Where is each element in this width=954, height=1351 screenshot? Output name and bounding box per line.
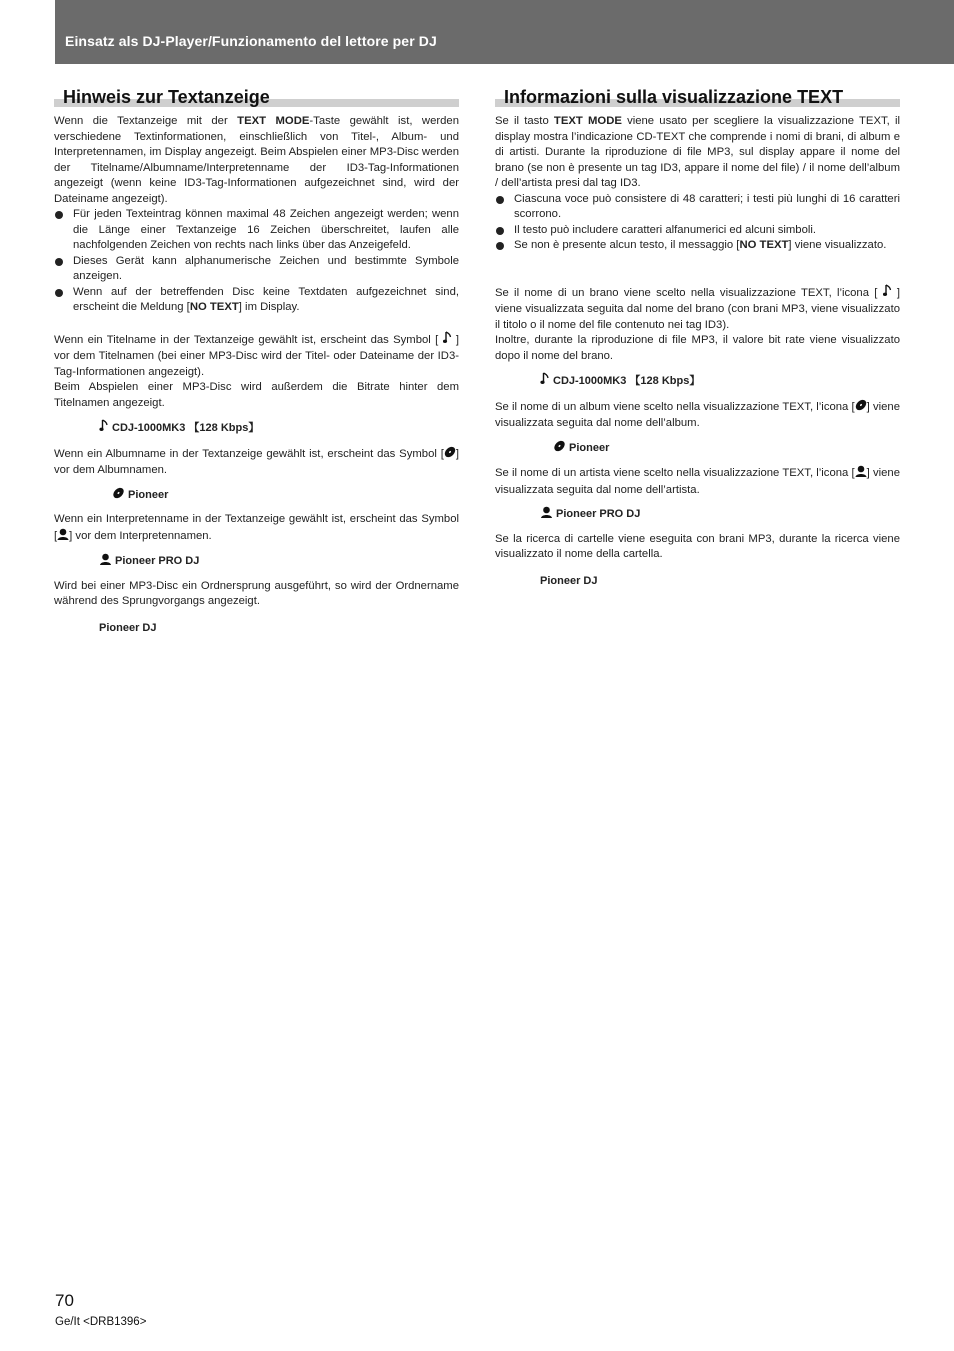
- bullet-icon: [55, 211, 63, 219]
- section-heading: [54, 86, 459, 110]
- bitrate-paragraph: Beim Abspielen einer MP3-Disc wird außerdem die Bitrate hinter dem Titelnamen angezeigt.: [54, 381, 459, 409]
- music-note-icon: [99, 419, 109, 438]
- person-icon: [99, 553, 112, 571]
- album-symbol-paragraph: Wenn ein Albumname in der Textanzeige gewählt ist, erscheint das Symbol [ ] vor dem Albumnamen.: [54, 446, 459, 479]
- bullet-icon: [55, 258, 63, 266]
- list-item: Il testo può includere caratteri alfanumerici ed alcuni simboli.: [495, 223, 900, 239]
- artist-example: Pioneer PRO DJ: [495, 506, 900, 524]
- bullet-icon: [496, 196, 504, 204]
- person-icon: [540, 506, 553, 524]
- header-bar: [55, 0, 954, 64]
- list-item: Dieses Gerät kann alphanumerische Zeichen und bestimmte Symbole anzeigen.: [54, 254, 459, 285]
- german-column: [54, 86, 459, 644]
- track-example: CDJ-1000MK3 【128 Kbps】: [54, 419, 459, 438]
- artist-symbol-paragraph: Se il nome di un artista viene scelto nella visualizzazione TEXT, l’icona [ ] viene visualizzata seguita dal nome dell’artista.: [495, 467, 900, 496]
- list-item: Wenn auf der betreffenden Disc keine Textdaten aufgezeichnet sind, erscheint die Meldung [NO TEXT] im Display.: [54, 285, 459, 316]
- bullet-list: [54, 207, 459, 316]
- section-title: Hinweis zur Textanzeige: [63, 87, 270, 107]
- disc-icon: [855, 399, 867, 417]
- artist-example: Pioneer PRO DJ: [54, 553, 459, 571]
- bullet-icon: [496, 242, 504, 250]
- page-number: 70: [55, 1291, 74, 1310]
- bullet-list: [495, 192, 900, 254]
- folder-paragraph: Se la ricerca di cartelle viene eseguita con brani MP3, durante la ricerca viene visualizzato il nome della cartella.: [495, 532, 900, 560]
- intro-paragraph: Se il tasto TEXT MODE viene usato per scegliere la visualizzazione TEXT, il display mostra l’indicazione CD-TEXT che comprende i nomi di brani, di album e di artisti. Durante la riproduzione di file MP3, sul display appare il nome del brano (se non è presente un tag ID3, appare il nome del file) / il nome dell’album / dell’artista presi dal tag ID3.: [495, 115, 900, 189]
- list-item: Se non è presente alcun testo, il messaggio [NO TEXT] viene visualizzato.: [495, 238, 900, 254]
- track-symbol-paragraph: Wenn ein Titelname in der Textanzeige gewählt ist, erscheint das Symbol [ ] vor dem Titelnamen (bei einer MP3-Disc wird der Titel- oder Dateiname der ID3-Tag-Informationen angezeigt).: [54, 331, 459, 381]
- disc-icon: [444, 446, 456, 464]
- list-item: Ciascuna voce può consistere di 48 caratteri; i testi più lunghi di 16 caratteri scorrono.: [495, 192, 900, 223]
- album-example: Pioneer: [54, 487, 459, 505]
- person-icon: [855, 465, 867, 483]
- track-example: CDJ-1000MK3 【128 Kbps】: [495, 372, 900, 391]
- music-note-icon: [883, 284, 892, 303]
- document-code: Ge/It <DRB1396>: [55, 1316, 147, 1328]
- section-title: Informazioni sulla visualizzazione TEXT: [504, 87, 844, 107]
- bullet-icon: [496, 227, 504, 235]
- album-example: Pioneer: [495, 440, 900, 458]
- disc-icon: [553, 440, 566, 458]
- header-title: Einsatz als DJ-Player/Funzionamento del lettore per DJ: [65, 33, 437, 49]
- section-heading: [495, 86, 900, 110]
- folder-example: Pioneer DJ: [99, 621, 157, 634]
- italian-column: [495, 86, 900, 597]
- disc-icon: [112, 487, 125, 505]
- folder-paragraph: Wird bei einer MP3-Disc ein Ordnersprung ausgeführt, so wird der Ordnername während des Sprungvorgangs angezeigt.: [54, 579, 459, 607]
- person-icon: [57, 528, 69, 546]
- intro-paragraph: Wenn die Textanzeige mit der TEXT MODE-Taste gewählt ist, werden verschiedene Textinformationen, einschließlich von Titel-, Album- und Interpretennamen, im Display angezeigt. Beim Abspielen einer MP3-Disc werden der Titelname/Albumname/Interpretenname der ID3-Tag-Informationen angezeigt (wenn keine ID3-Tag-Informationen aufgezeichnet sind, wird der Dateiname angezeigt).: [54, 115, 459, 205]
- track-symbol-paragraph: Se il nome di un brano viene scelto nella visualizzazione TEXT, l’icona [ ] viene visualizzata seguita dal nome del brano (con brani MP3, viene visualizzato il titolo o il nome del file contenuto nei tag ID3).: [495, 284, 900, 334]
- album-symbol-paragraph: Se il nome di un album viene scelto nella visualizzazione TEXT, l’icona [ ] viene visualizzata seguita dal nome dell’album.: [495, 399, 900, 432]
- music-note-icon: [540, 372, 550, 391]
- bullet-icon: [55, 289, 63, 297]
- bitrate-paragraph: Inoltre, durante la riproduzione di file MP3, il valore bit rate viene visualizzato dopo il nome del brano.: [495, 334, 900, 362]
- folder-example: Pioneer DJ: [540, 574, 598, 587]
- list-item: Für jeden Texteintrag können maximal 48 Zeichen angezeigt werden; wenn die Länge einer Textanzeige 16 Zeichen überschreitet, laufen alle nachfolgenden Zeichen von rechts nach links über das Anzeigefeld.: [54, 207, 459, 254]
- artist-symbol-paragraph: Wenn ein Interpretenname in der Textanzeige gewählt ist, erscheint das Symbol [ ] vor dem Interpretennamen.: [54, 512, 459, 545]
- music-note-icon: [443, 331, 452, 350]
